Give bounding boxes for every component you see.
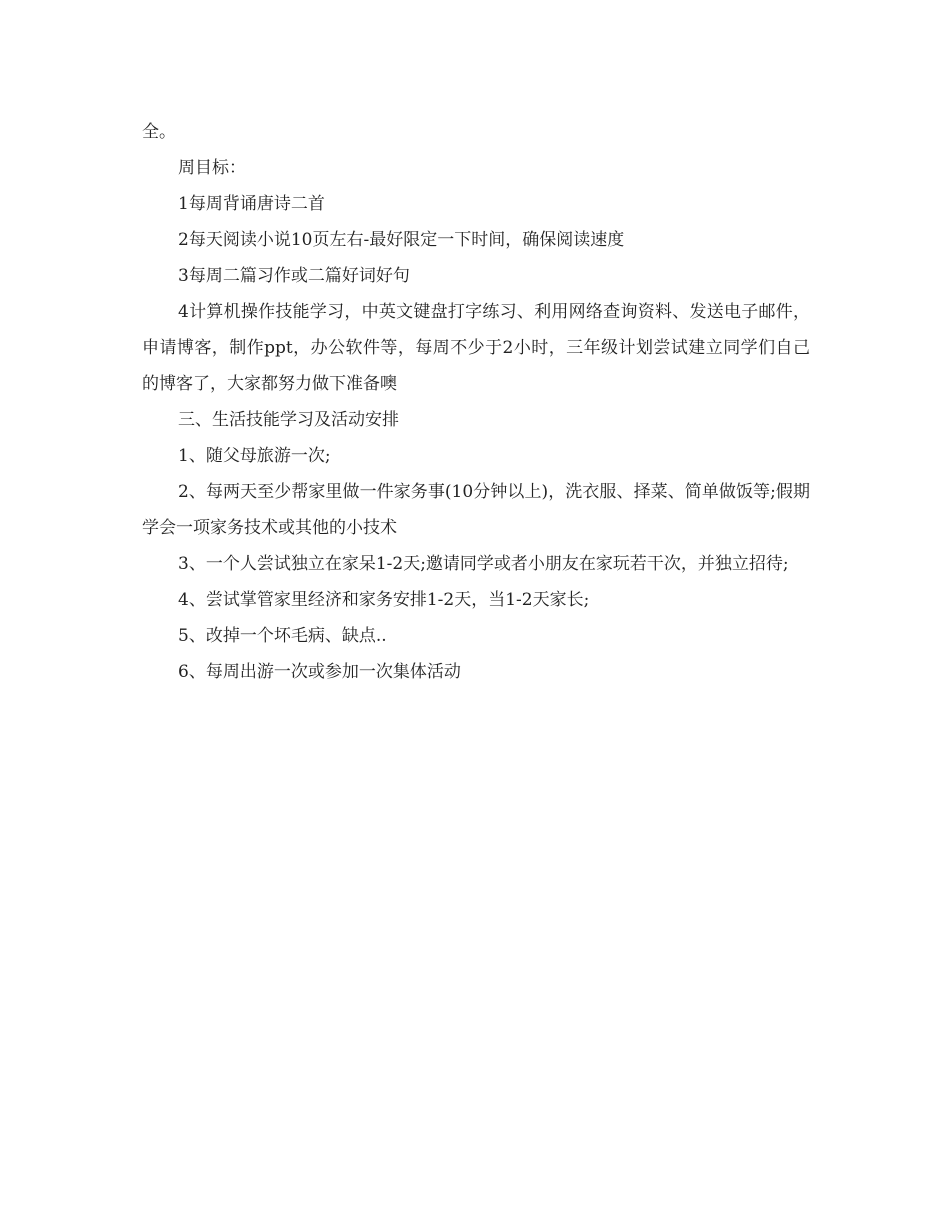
paragraph-activity-3: 3、一个人尝试独立在家呆1-2天;邀请同学或者小朋友在家玩若干次，并独立招待; (178, 554, 789, 574)
paragraph-activity-1: 1、随父母旅游一次; (178, 446, 331, 466)
paragraph-activity-2: 2、每两天至少帮家里做一件家务事(10分钟以上)，洗衣服、择菜、简单做饭等;假期学会一项家务技术或其他的小技术 (142, 482, 810, 538)
paragraph-activity-5: 5、改掉一个坏毛病、缺点.. (178, 626, 387, 646)
paragraph-activity-4: 4、尝试掌管家里经济和家务安排1-2天，当1-2天家长; (178, 590, 590, 610)
paragraph-weekly-goals-heading: 周目标： (178, 158, 246, 178)
paragraph-activity-6: 6、每周出游一次或参加一次集体活动 (178, 662, 461, 682)
paragraph-goal-2: 2每天阅读小说10页左右-最好限定一下时间，确保阅读速度 (178, 230, 625, 250)
section-heading-life-skills: 三、生活技能学习及活动安排 (178, 410, 399, 430)
paragraph-goal-1: 1每周背诵唐诗二首 (178, 194, 325, 214)
paragraph-goal-3: 3每周二篇习作或二篇好词好句 (178, 266, 410, 286)
paragraph-goal-4: 4计算机操作技能学习，中英文键盘打字练习、利用网络查询资料、发送电子邮件，申请博客，制作ppt，办公软件等，每周不少于2小时，三年级计划尝试建立同学们自己的博客了，大家都努力做下准备噢 (142, 302, 810, 394)
paragraph-continuation: 全。 (142, 122, 176, 142)
document-body (142, 114, 810, 690)
